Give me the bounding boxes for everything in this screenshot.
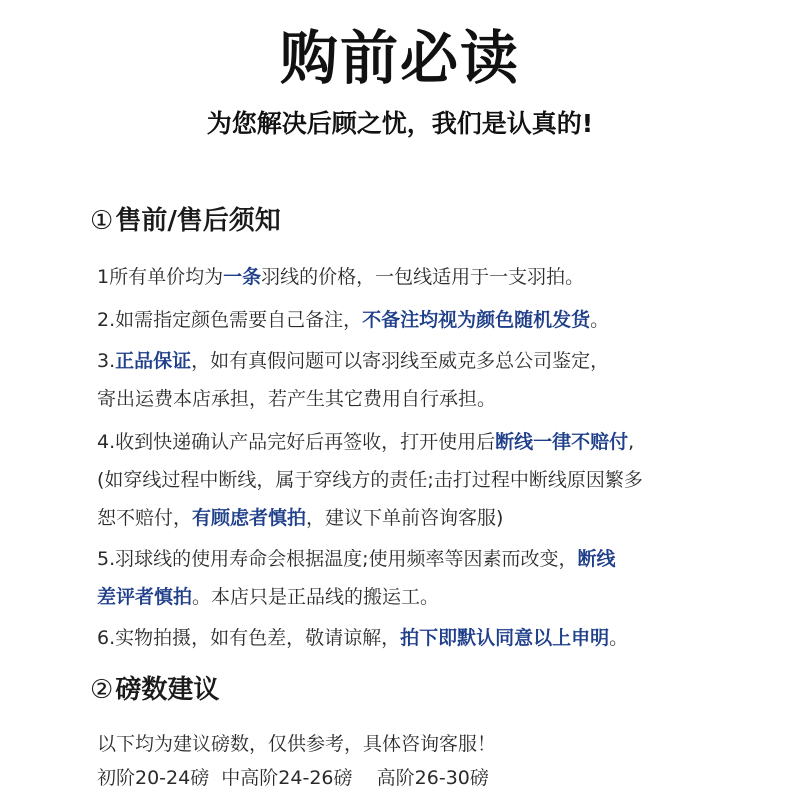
text-segment: 。	[609, 627, 629, 649]
section-title: 售前/售后须知	[115, 206, 281, 236]
notice-line-6	[97, 624, 628, 652]
notice-line-4	[97, 428, 634, 456]
text-segment: 寄出运费本店承担，若产生其它费用自行承担。	[97, 388, 497, 410]
section-heading-presale-aftersale	[90, 203, 281, 239]
highlight-segment: 一条	[223, 266, 262, 288]
text-segment: ，如有真假问题可以寄羽线至威克多总公司鉴定，	[191, 350, 610, 372]
section-number: ①	[90, 206, 114, 236]
notice-line-4-cont	[97, 466, 643, 494]
notice-line-2	[97, 306, 609, 334]
section-title: 磅数建议	[115, 675, 220, 705]
text-segment: 。本店只是正品线的搬运工。	[192, 586, 440, 608]
highlight-segment: 不备注均视为颜色随机发货	[362, 309, 591, 331]
highlight-segment: 正品保证	[115, 350, 192, 372]
highlight-segment: 断线一律不赔付	[495, 431, 629, 453]
highlight-segment: 拍下即默认同意以上申明	[400, 627, 610, 649]
tension-levels: 初阶20-24磅 中高阶24-26磅 高阶26-30磅	[97, 767, 489, 789]
notice-line-4-cont2	[97, 504, 503, 532]
page-subtitle: 为您解决后顾之忧，我们是认真的!	[206, 109, 594, 138]
text-segment: 1所有单价均为	[97, 266, 224, 288]
text-segment: 5.羽球线的使用寿命会根据温度;使用频率等因素而改变，	[97, 548, 578, 570]
notice-line-3	[97, 347, 609, 375]
page-title: 购前必读	[279, 24, 520, 92]
notice-line-5-cont	[97, 583, 439, 611]
highlight-segment: 断线	[577, 548, 616, 570]
text-segment: 6.实物拍摄，如有色差，敬请谅解，	[97, 627, 401, 649]
text-segment: 。	[590, 309, 610, 331]
highlight-segment: 差评者慎拍	[97, 586, 193, 608]
notice-line-3-cont	[97, 385, 496, 413]
section-number: ②	[90, 675, 114, 705]
highlight-segment: 有顾虑者慎拍	[192, 507, 307, 529]
notice-line-1	[97, 263, 584, 291]
notice-line-5	[97, 545, 616, 573]
text-segment: 4.收到快递确认产品完好后再签收，打开使用后	[97, 431, 496, 453]
text-segment: (如穿线过程中断线，属于穿线方的责任;击打过程中断线原因繁多	[97, 469, 643, 491]
text-segment: 恕不赔付，	[97, 507, 193, 529]
text-segment: 3.	[97, 350, 116, 372]
section-heading-tension	[90, 672, 219, 708]
text-segment: 羽线的价格，一包线适用于一支羽拍。	[261, 266, 585, 288]
text-segment: ，建议下单前咨询客服)	[306, 507, 504, 529]
text-segment: ,	[628, 431, 635, 453]
text-segment: 2.如需指定颜色需要自己备注，	[97, 309, 363, 331]
tension-note: 以下均为建议磅数，仅供参考，具体咨询客服！	[97, 733, 497, 755]
